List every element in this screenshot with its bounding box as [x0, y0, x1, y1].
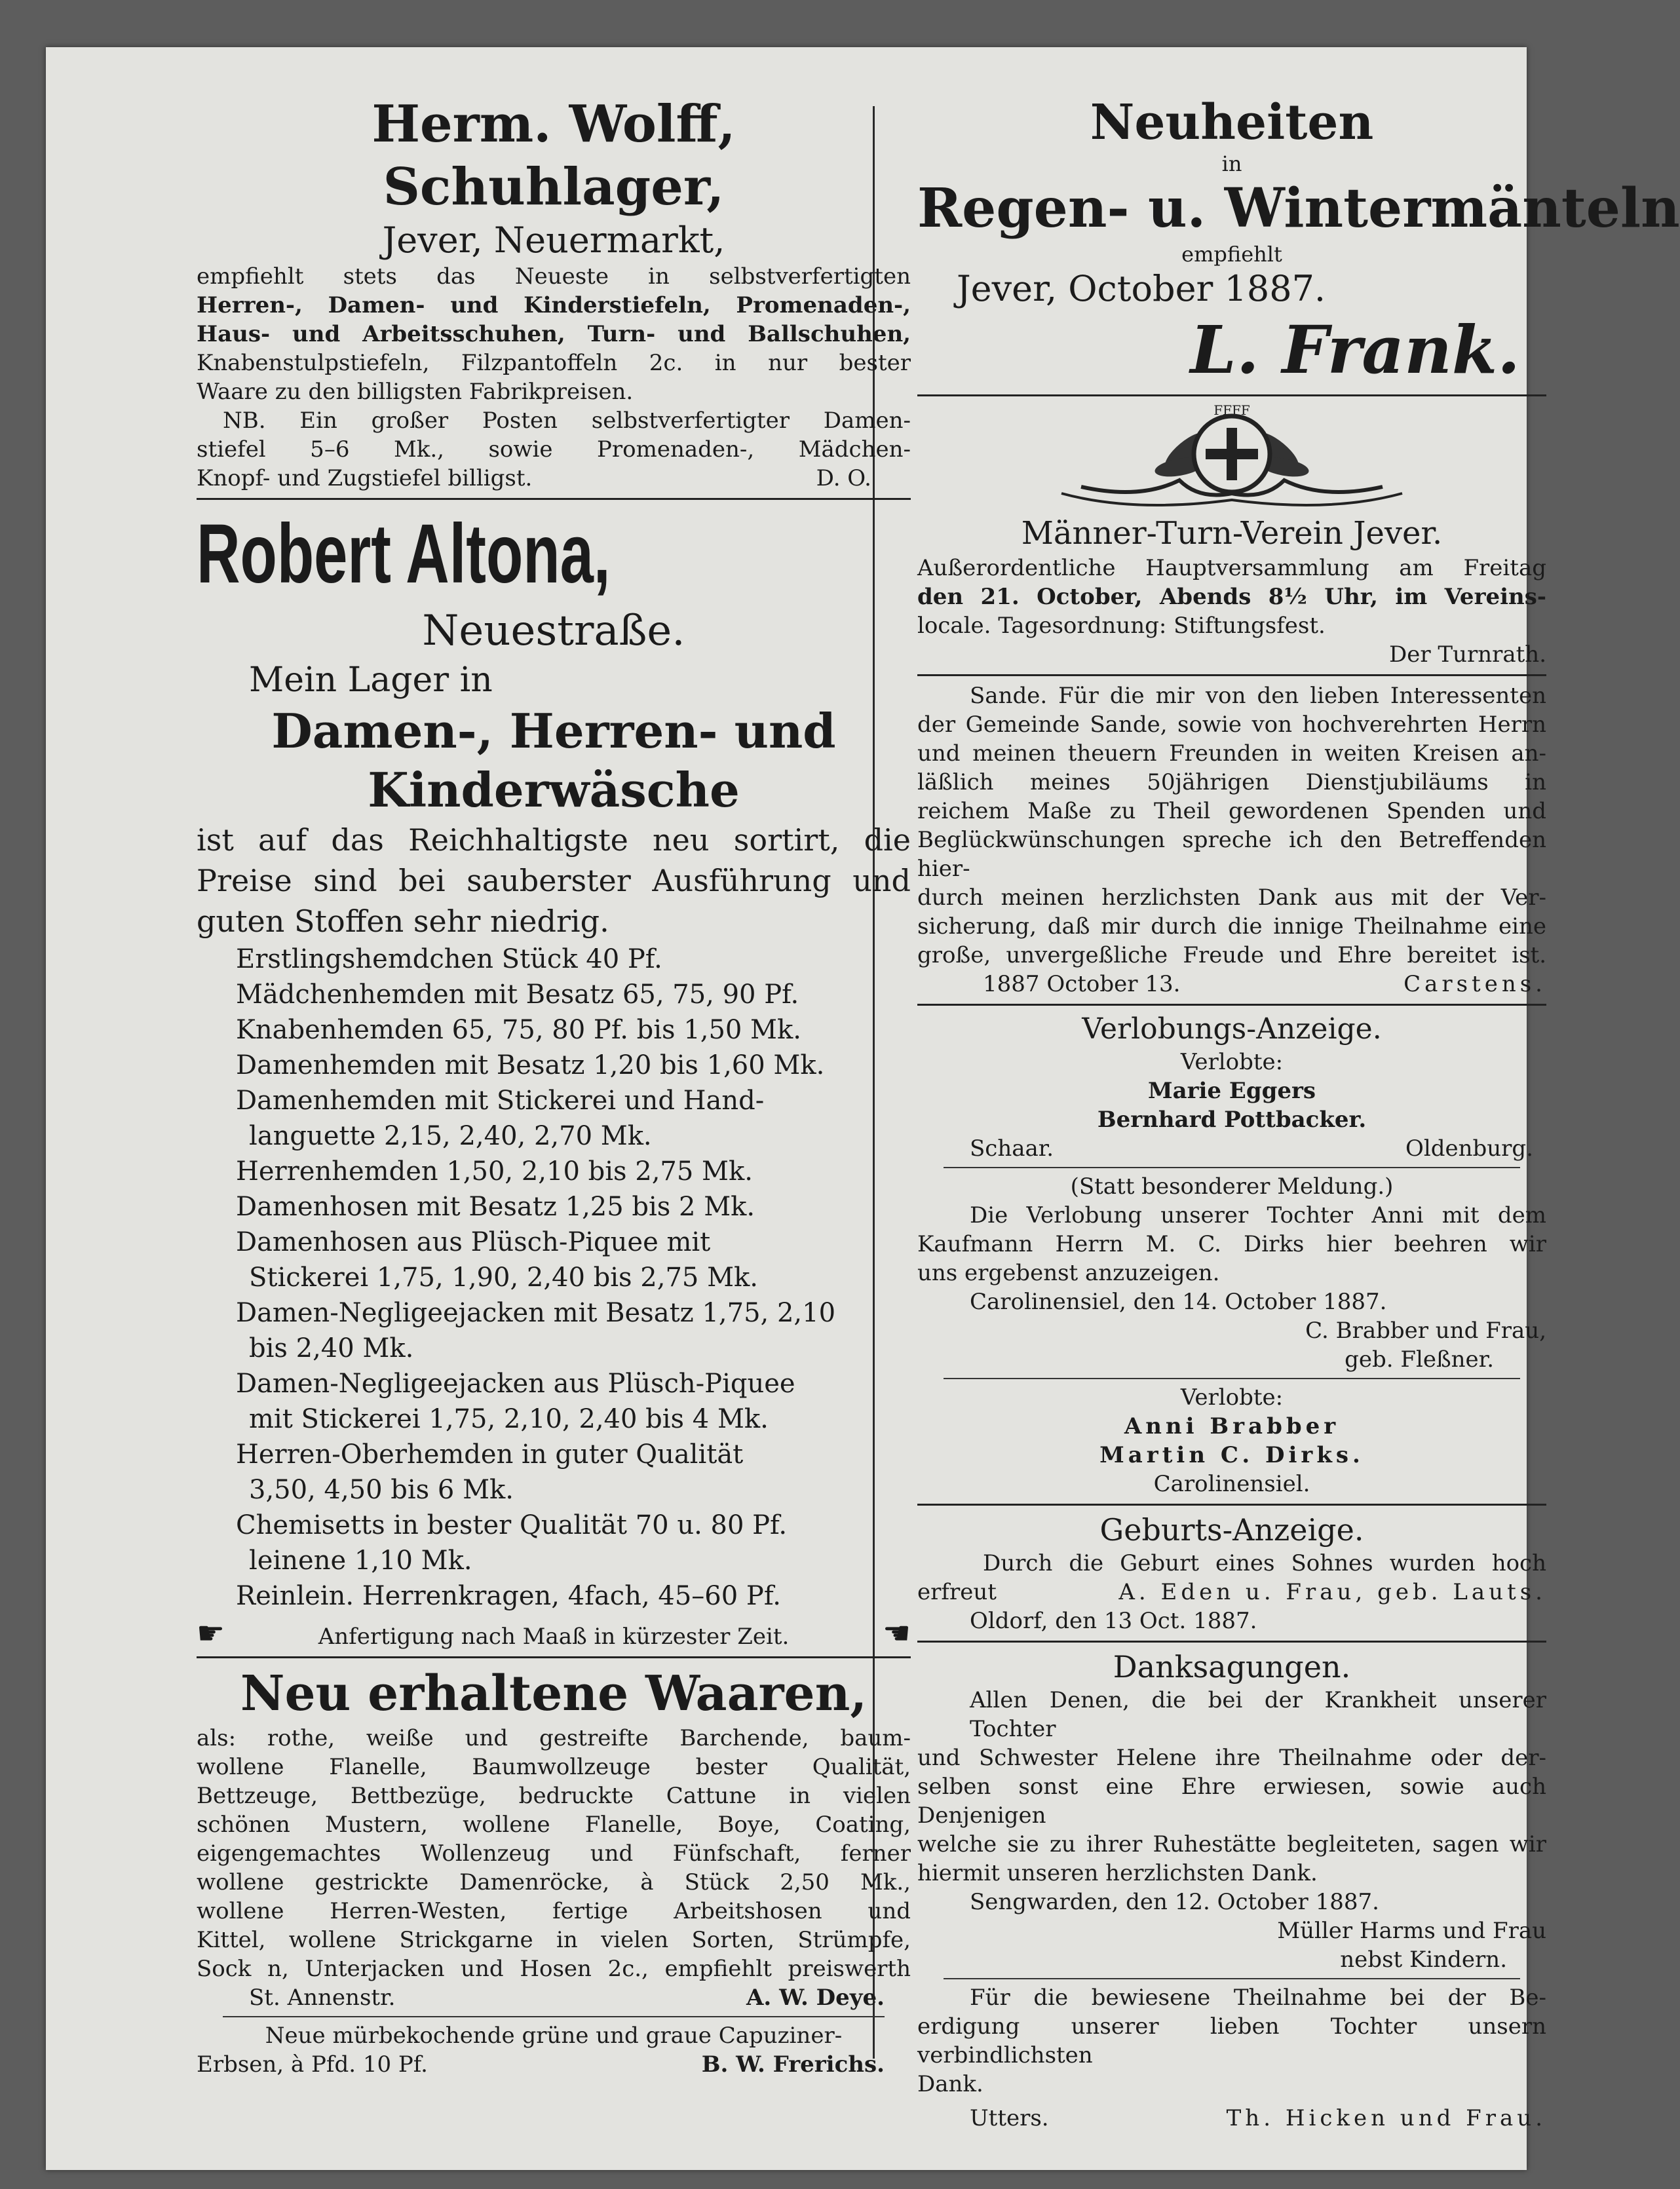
verlobung-sub: Verlobte: [1180, 1049, 1284, 1075]
deye-line: als: rothe, weiße und gestreifte Barchende, baum- [197, 1725, 911, 1751]
frerichs-sign: B. W. Frerichs. [701, 2051, 885, 2078]
right-column [917, 93, 1680, 2133]
statt-line: Die Verlobung unserer Tochter Anni mit dem [970, 1202, 1546, 1228]
dank-line: und Schwester Helene ihre Theilnahme oder der- [917, 1745, 1546, 1771]
deye-line: Sock n, Unterjacken und Hosen 2c., empfiehlt preiswerth [197, 1956, 911, 1982]
wolff-nb: NB. Ein großer Posten selbstverfertigter Damen- [223, 408, 911, 434]
price-item: Damenhosen aus Plüsch-Piquee mit [236, 1227, 711, 1257]
price-item: Damenhosen mit Besatz 1,25 bis 2 Mk. [236, 1192, 755, 1222]
ad-statt [917, 1172, 1546, 1374]
altona-lager: Mein Lager in [249, 660, 493, 700]
sande-line: große, unvergeßliche Freude und Ehre bereitet ist. [917, 942, 1546, 968]
frank-sign: L. Frank. [1190, 311, 1520, 389]
altona-intro: Preise sind bei sauberster Ausführung und [197, 863, 911, 898]
pointing-hand-right-icon: ☛ [882, 1615, 911, 1652]
divider [917, 1504, 1546, 1506]
left-column [197, 93, 911, 2079]
divider [944, 1378, 1520, 1379]
hicken-line: Für die bewiesene Theilnahme bei der Be- [970, 1985, 1546, 2011]
pointing-hand-left-icon: ☛ [197, 1615, 225, 1652]
deye-line: wollene Herren-Westen, fertige Arbeitshosen und [197, 1898, 911, 1924]
turn-title: Männer-Turn-Verein Jever. [1021, 515, 1443, 552]
wolff-sign: D. O. [816, 465, 871, 491]
geburt-date: Oldorf, den 13 Oct. 1887. [970, 1608, 1257, 1634]
verlobte2-place: Carolinensiel. [1153, 1471, 1310, 1497]
altona-head2: Kinderwäsche [368, 762, 740, 818]
frank-head1: Neuheiten [1090, 94, 1374, 151]
altona-title: Robert Altona, [197, 507, 611, 601]
divider [197, 1656, 911, 1658]
sande-line: durch meinen herzlichsten Dank aus mit der Ver- [917, 885, 1546, 911]
deye-line: Bettzeuge, Bettbezüge, bedruckte Cattune in vielen [197, 1783, 911, 1809]
geburt-parents: A. Eden u. Frau, geb. Lauts. [1118, 1579, 1546, 1605]
deye-street: St. Annenstr. [249, 1985, 396, 2011]
wolff-line: Waare zu den billigsten Fabrikpreisen. [197, 379, 634, 405]
price-item: Herren-Oberhemden in guter Qualität [236, 1439, 744, 1470]
deye-line: wollene gestrickte Damenröcke, à Stück 2,50 Mk., [197, 1869, 911, 1895]
price-item: Stickerei 1,75, 1,90, 2,40 bis 2,75 Mk. [249, 1263, 758, 1293]
dank-line: Allen Denen, die bei der Krankheit unserer Tochter [970, 1687, 1546, 1742]
price-item: Erstlingshemdchen Stück 40 Pf. [236, 944, 662, 974]
wolff-title: Herm. Wolff, Schuhlager, [372, 94, 736, 217]
turn-line: Außerordentliche Hauptversammlung am Freitag [917, 555, 1546, 581]
sande-line: Sande. Für die mir von den lieben Interessenten [970, 683, 1546, 709]
ad-verlobte2 [917, 1383, 1546, 1498]
wolff-line: Knabenstulpstiefeln, Filzpantoffeln 2c. in nur bester [197, 350, 911, 376]
price-item: Knabenhemden 65, 75, 80 Pf. bis 1,50 Mk. [236, 1015, 801, 1045]
sande-line: der Gemeinde Sande, sowie von hochverehrten Herrn [917, 712, 1546, 738]
divider [944, 1167, 1520, 1168]
price-item: bis 2,40 Mk. [249, 1333, 414, 1363]
verlobung-name: Marie Eggers [1147, 1078, 1316, 1104]
geburt-title: Geburts-Anzeige. [1099, 1512, 1364, 1548]
price-item: leinene 1,10 Mk. [249, 1546, 472, 1576]
altona-intro: guten Stoffen sehr niedrig. [197, 904, 609, 939]
frank-date: Jever, October 1887. [957, 268, 1326, 309]
verlobung-place: Schaar. [970, 1135, 1054, 1162]
sande-sign: Carstens. [1403, 971, 1546, 997]
frerichs-line: Erbsen, à Pfd. 10 Pf. [197, 2051, 428, 2078]
price-item: Mädchenhemden mit Besatz 65, 75, 90 Pf. [236, 980, 799, 1010]
frank-empf: empfiehlt [1181, 242, 1282, 267]
altona-street: Neuestraße. [422, 607, 685, 655]
divider [223, 2016, 885, 2017]
ad-frank [917, 93, 1680, 389]
altona-head1: Damen-, Herren- und [271, 703, 836, 759]
statt-line: Kaufmann Herrn M. C. Dirks hier beehren wir [917, 1231, 1546, 1257]
altona-intro: ist auf das Reichhaltigste neu sortirt, die [197, 822, 911, 858]
wolff-line: Herren-, Damen- und Kinderstiefeln, Promenaden-, [197, 292, 911, 318]
verlobte2-sub: Verlobte: [1180, 1384, 1284, 1411]
ad-frerichs [197, 2021, 911, 2079]
deye-line: eigengemachtes Wollenzeug und Fünfschaft, ferner [197, 1840, 911, 1867]
frank-head2: in [1221, 151, 1242, 176]
emblem-letters: FFFF [1213, 402, 1250, 418]
price-item: Chemisetts in bester Qualität 70 u. 80 Pf. [236, 1510, 788, 1540]
price-item: 3,50, 4,50 bis 6 Mk. [249, 1475, 514, 1505]
price-item: mit Stickerei 1,75, 2,10, 2,40 bis 4 Mk. [249, 1404, 769, 1434]
verlobte2-name: Martin C. Dirks. [1099, 1442, 1364, 1468]
dank-sign: Müller Harms und Frau [1277, 1918, 1546, 1944]
statt-sign: C. Brabber und Frau, [1305, 1318, 1546, 1344]
deye-line: wollene Flanelle, Baumwollzeuge bester Qualität, [197, 1754, 911, 1780]
divider [917, 674, 1546, 676]
ad-hicken [917, 1983, 1546, 2133]
ad-turnverein [917, 402, 1546, 669]
turner-cross-emblem-icon [963, 402, 1500, 513]
verlobung-title: Verlobungs-Anzeige. [1082, 1012, 1382, 1046]
price-item: Damenhemden mit Besatz 1,20 bis 1,60 Mk. [236, 1050, 825, 1080]
turn-line: den 21. October, Abends 8½ Uhr, im Vereins- [917, 584, 1546, 610]
statt-line: uns ergebenst anzuzeigen. [917, 1260, 1220, 1286]
altona-footer: Anfertigung nach Maaß in kürzester Zeit. [318, 1624, 790, 1650]
price-item: Damen-Negligeejacken mit Besatz 1,75, 2,10 [236, 1298, 836, 1328]
statt-date: Carolinensiel, den 14. October 1887. [970, 1289, 1387, 1315]
ad-dank [917, 1648, 1546, 1974]
price-item: Herrenhemden 1,50, 2,10 bis 2,75 Mk. [236, 1156, 753, 1187]
dank-line: hiermit unseren herzlichsten Dank. [917, 1860, 1318, 1886]
verlobte2-name: Anni Brabber [1124, 1413, 1340, 1439]
deye-title: Neu erhaltene Waaren, [240, 1666, 868, 1722]
ad-verlobung [917, 1011, 1546, 1163]
deye-line: Kittel, wollene Strickgarne in vielen Sorten, Strümpfe, [197, 1927, 911, 1953]
divider [944, 1978, 1520, 1979]
ad-sande [917, 681, 1546, 999]
hicken-line: Dank. [917, 2071, 983, 2097]
dank-title: Danksagungen. [1113, 1649, 1351, 1685]
price-item: Damenhemden mit Stickerei und Hand- [236, 1086, 765, 1116]
price-item: Reinlein. Herrenkragen, 4fach, 45–60 Pf. [236, 1581, 781, 1611]
sande-line: läßlich meines 50jährigen Dienstjubiläums in [917, 769, 1546, 795]
dank-line: welche sie zu ihrer Ruhestätte begleiteten, sagen wir [917, 1831, 1546, 1857]
divider [197, 498, 911, 500]
wolff-nb: Knopf- und Zugstiefel billigst. [197, 465, 533, 491]
verlobung-place: Oldenburg. [1405, 1135, 1533, 1162]
geburt-line: erfreut [917, 1579, 997, 1605]
deye-sign: A. W. Deye. [746, 1985, 885, 2011]
dank-line: selben sonst eine Ehre erwiesen, sowie auch Denjenigen [917, 1774, 1546, 1829]
ad-deye [197, 1664, 911, 2012]
dank-sign: nebst Kindern. [1340, 1947, 1507, 1973]
ad-altona [197, 505, 911, 1651]
newspaper-page [46, 47, 1680, 2170]
hicken-place: Utters. [970, 2105, 1049, 2131]
sande-date: 1887 October 13. [983, 971, 1181, 997]
sande-line: Beglückwünschungen spreche ich den Betreffenden hier- [917, 827, 1546, 882]
statt-sign: geb. Fleßner. [1345, 1346, 1494, 1373]
geburt-line: Durch die Geburt eines Sohnes wurden hoch [983, 1550, 1546, 1576]
frank-head3: Regen- u. Wintermänteln [917, 177, 1680, 240]
wolff-line: Haus- und Arbeitsschuhen, Turn- und Ballschuhen, [197, 321, 911, 347]
ad-geburt [917, 1511, 1546, 1635]
wolff-place: Jever, Neuermarkt, [382, 219, 725, 261]
hicken-line: erdigung unserer lieben Tochter unsern verbindlichsten [917, 2013, 1546, 2068]
sande-line: sicherung, daß mir durch die innige Theilnahme eine [917, 913, 1546, 940]
ad-wolff [197, 93, 911, 493]
turn-line: locale. Tagesordnung: Stiftungsfest. [917, 613, 1326, 639]
verlobung-name: Bernhard Pottbacker. [1097, 1107, 1367, 1133]
frerichs-line: Neue mürbekochende grüne und graue Capuziner- [265, 2023, 843, 2049]
hicken-sign: Th. Hicken und Frau. [1226, 2105, 1546, 2131]
sande-line: reichem Maße zu Theil gewordenen Spenden und [917, 798, 1546, 824]
divider [917, 1004, 1546, 1006]
turn-sign: Der Turnrath. [1388, 641, 1546, 668]
wolff-nb: stiefel 5–6 Mk., sowie Promenaden-, Mädchen- [197, 436, 911, 463]
price-item: Damen-Negligeejacken aus Plüsch-Piquee [236, 1369, 795, 1399]
divider [917, 1641, 1546, 1643]
statt-title: (Statt besonderer Meldung.) [1070, 1173, 1394, 1200]
dank-date: Sengwarden, den 12. October 1887. [970, 1889, 1379, 1915]
price-item: languette 2,15, 2,40, 2,70 Mk. [249, 1121, 652, 1151]
sande-line: und meinen theuern Freunden in weiten Kreisen an- [917, 740, 1546, 767]
divider [917, 394, 1546, 396]
wolff-line: empfiehlt stets das Neueste in selbstverfertigten [197, 263, 911, 290]
deye-line: schönen Mustern, wollene Flanelle, Boye, Coating, [197, 1812, 911, 1838]
